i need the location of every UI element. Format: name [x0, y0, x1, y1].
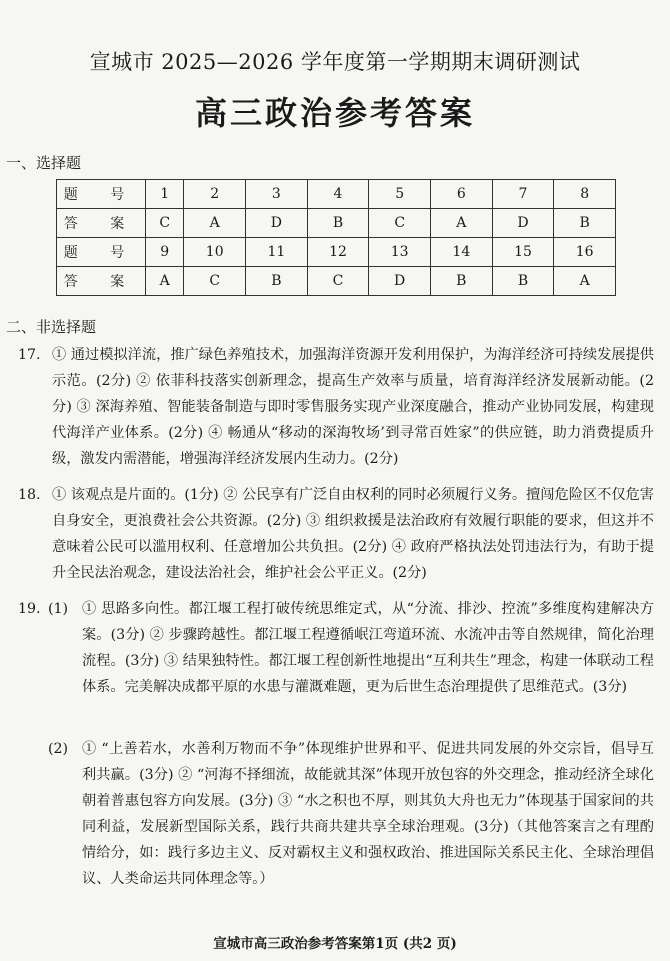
answer-table-cell: B	[554, 209, 616, 238]
answer-table-cell: A	[431, 209, 493, 238]
answer-table-cell: C	[146, 209, 184, 238]
answer-table-cell: 13	[369, 238, 431, 267]
question-19-part1-answer: ① 思路多向性。都江堰工程打破传统思维定式，从“分流、排沙、控流”多维度构建解决方案。(3分) ② 步骤跨越性。都江堰工程遵循岷江弯道环流、水流冲击等自然规律，简化治理流程。(3分) ③ 结果独特性。都江堰工程创新性地提出“互利共生”理念，构建一体联动工程体系。完美解决成都平原的水患与灌溉难题，更为后世生态治理提供了思维范式。(3分)	[82, 601, 654, 695]
section-open-heading: 二、非选择题	[6, 318, 97, 336]
question-17-number: 17.	[18, 347, 41, 363]
answer-table-cell: 2	[184, 180, 246, 209]
answer-table-cell: 8	[554, 180, 616, 209]
answer-table-cell: 14	[431, 238, 493, 267]
answer-table-cell: C	[369, 209, 431, 238]
answer-table-cell: 4	[307, 180, 369, 209]
answer-table-cell: 1	[146, 180, 184, 209]
answer-table-cell: A	[184, 209, 246, 238]
answer-table-cell: B	[246, 267, 308, 296]
answer-table-cell: D	[369, 267, 431, 296]
answer-table-cell: 11	[246, 238, 308, 267]
answer-table-cell: B	[431, 267, 493, 296]
answer-table-cell: C	[184, 267, 246, 296]
answer-table-cell: 15	[492, 238, 554, 267]
question-19-part2-answer: ① “上善若水，水善利万物而不争”体现维护世界和平、促进共同发展的外交宗旨，倡导互利共赢。(3分) ② “河海不择细流，故能就其深”体现开放包容的外交理念，推动经济全球化朝着普惠包容方向发展。(3分) ③ “水之积也不厚，则其负大舟也无力”体现基于国家间的共同利益，发展新型国际关系，践行共商共建共享全球治理观。(3分)（其他答案言之有理酌情给分，如：践行多边主义、反对霸权主义和强权政治、推进国际关系民主化、全球治理倡议、人类命运共同体理念等。）	[82, 741, 654, 887]
page-footer: 宣城市高三政治参考答案第1页 (共2 页)	[213, 936, 457, 952]
section-choice-heading: 一、选择题	[6, 154, 82, 172]
answer-table-cell: 6	[431, 180, 493, 209]
answer-table-cell: B	[492, 267, 554, 296]
answer-table-cell: 7	[492, 180, 554, 209]
answer-table-row	[57, 180, 616, 209]
question-19-part1-number: (1)	[48, 601, 69, 617]
question-18-answer: ① 该观点是片面的。(1分) ② 公民享有广泛自由权利的同时必须履行义务。擅闯危险区不仅危害自身安全，更浪费社会公共资源。(2分) ③ 组织救援是法治政府有效履行职能的要求，但这并不意味着公民可以滥用权利、任意增加公共负担。(2分) ④ 政府严格执法处罚违法行为，有助于提升全民法治观念，建设法治社会，维护社会公平正义。(2分)	[52, 487, 654, 581]
page-title: 高三政治参考答案	[194, 94, 475, 132]
answer-table-row-label: 答 案	[57, 209, 146, 238]
answer-table-cell: 10	[184, 238, 246, 267]
answer-table-row-label: 答 案	[57, 267, 146, 296]
question-17-answer: ① 通过模拟洋流，推广绿色养殖技术，加强海洋资源开发利用保护，为海洋经济可持续发展提供示范。(2分) ② 依菲科技落实创新理念，提高生产效率与质量，培育海洋经济发展新动能。(2分) ③ 深海养殖、智能装备制造与即时零售服务实现产业深度融合，推动产业协同发展，构建现代海洋产业体系。(2分) ④ 畅通从“移动的深海牧场’到寻常百姓家”的供应链，助力消费提质升级，激发内需潜能，增强海洋经济发展内生动力。(2分)	[52, 347, 654, 467]
question-18-number: 18.	[18, 487, 41, 503]
answer-table-row	[57, 209, 616, 238]
answer-table-cell: 9	[146, 238, 184, 267]
answer-table-cell: 5	[369, 180, 431, 209]
answer-table-cell: 12	[307, 238, 369, 267]
exam-title: 宣城市 2025—2026 学年度第一学期期末调研测试	[89, 50, 581, 74]
answer-table-row-label: 题 号	[57, 180, 146, 209]
answer-table-cell: D	[246, 209, 308, 238]
answer-table-cell: 16	[554, 238, 616, 267]
answer-table-row	[57, 238, 616, 267]
question-19-number: 19.	[18, 601, 41, 617]
answer-table-row	[57, 267, 616, 296]
question-19-part2-number: (2)	[48, 741, 69, 757]
answer-table-cell: C	[307, 267, 369, 296]
answer-table-cell: A	[554, 267, 616, 296]
answer-table-cell: A	[146, 267, 184, 296]
answer-table	[56, 179, 616, 296]
answer-table-row-label: 题 号	[57, 238, 146, 267]
answer-table-cell: D	[492, 209, 554, 238]
answer-table-cell: 3	[246, 180, 308, 209]
answer-table-cell: B	[307, 209, 369, 238]
